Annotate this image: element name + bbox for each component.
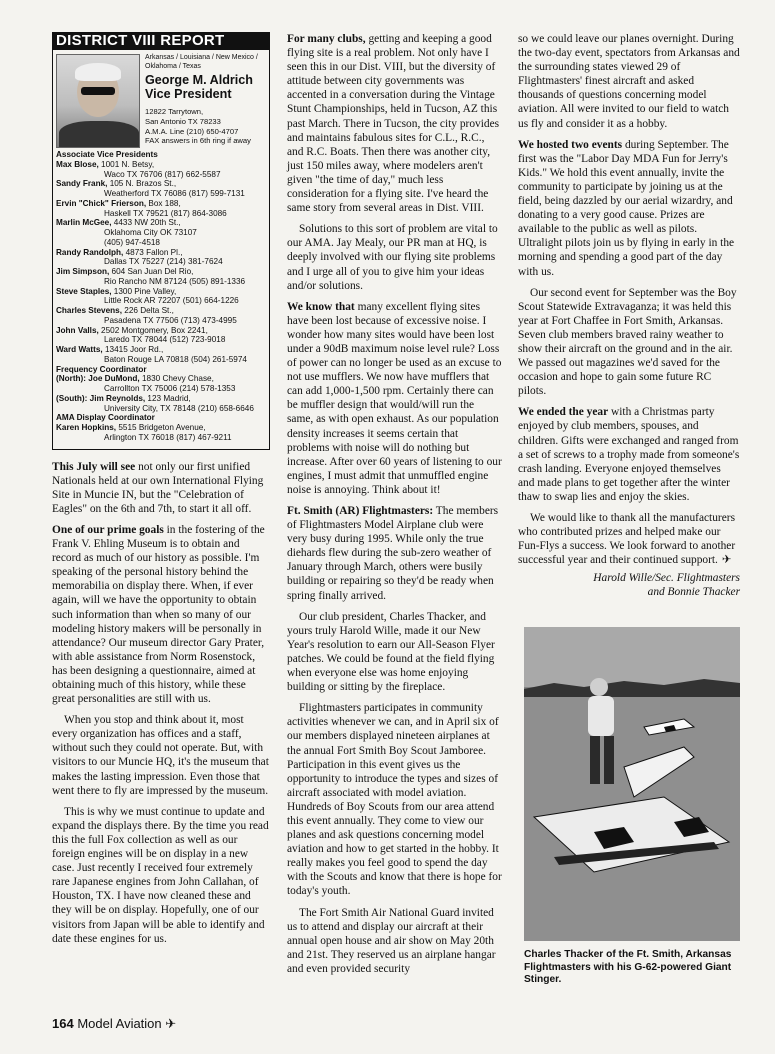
paragraph-text: When you stop and think about it, most every organization has offices and a staff, without such they could not operate. But, with visitors to our Muncie HQ, it's the museum that makes the lasting impression. Even those that went there to fly are impressed by the museum.: [52, 714, 269, 797]
airplane-icon: ✈: [721, 554, 732, 567]
roster-line: Weatherford TX 76086 (817) 599-7131: [104, 189, 245, 199]
vice-president-photo: [56, 54, 140, 148]
roster-line: [56, 306, 266, 316]
photo-caption: Charles Thacker of the Ft. Smith, Arkansas Flightmasters with his G-62-powered Giant Stinger.: [524, 949, 732, 985]
roster-name: Ward Watts,: [56, 345, 103, 355]
roster-line: Waco TX 76706 (817) 662-5587: [104, 169, 221, 179]
roster-name: Charles Stevens,: [56, 306, 122, 316]
roster-line: [56, 199, 266, 209]
roster-line: University City, TX 78148 (210) 658-6646: [104, 403, 254, 413]
roster-address: 4873 Fallon Pl.,: [123, 247, 183, 257]
paragraph-text: Our club president, Charles Thacker, and yours truly Harold Wille, made it our New Year's resolution to earn our All-Season Flyer patches. We could be found at the field flying when everyone else was home enjoying building or sitting by the fireplace.: [287, 610, 495, 694]
paragraph-text: Our second event for September was the Boy Scout Statewide Extravaganza; it was held this year at Fort Chaffee in Fort Smith, Arkansas. Seven club members braved rainy weather to show their aircraft on the ground and in the air. We passed out magazines we'd saved for the occasion and hope to gain some future RC pilots.: [518, 286, 737, 398]
article-paragraph: [287, 701, 503, 898]
article-paragraph: [52, 713, 270, 798]
article-paragraph: [287, 32, 503, 215]
article-paragraph: [287, 222, 503, 292]
paragraph-lead-in: We ended the year: [518, 406, 609, 419]
roster-address: 105 N. Brazos St.,: [107, 179, 177, 189]
roster-line: [56, 423, 266, 433]
paragraph-text: so we could leave our planes overnight. During the two-day event, spectators from Arkansas and the surrounding states viewed 29 of Flightmasters' finest aircraft and asked thousands of questions concerning model aviation. All were invited to our field to watch us fly and consider it as a hobby.: [518, 33, 740, 130]
column-2-body: [287, 32, 503, 976]
paragraph-text: Flightmasters participates in community activities whenever we can, and in April six of our members displayed nineteen airplanes at the annual Fort Smith Boy Scout Jamboree. Participation in this event gives us the opportunity to introduce the types and sizes of aircraft associated with model aviation. Hundreds of Boy Scouts from our area attend this event annually. They come to view our planes and ask questions concerning model aviation and how to get started in the hobby. It really makes you feel good to spend the day with the Scouts and know that there is hope for today's youth.: [287, 702, 502, 898]
roster-address: 5515 Bridgeton Avenue,: [116, 423, 206, 433]
roster-line: Haskell TX 79521 (817) 864-3086: [104, 208, 227, 218]
roster-name: Marlin McGee,: [56, 218, 112, 228]
vice-president-info: [140, 54, 266, 148]
paragraph-lead-in: This July will see: [52, 460, 136, 473]
page-number: 164: [52, 1016, 74, 1031]
paragraph-lead-in: For many clubs,: [287, 33, 366, 45]
roster-name: Steve Staples,: [56, 286, 112, 296]
roster-line: Oklahoma City OK 73107: [104, 228, 197, 238]
roster-name: Associate Vice Presidents: [56, 150, 158, 160]
roster-name: (South): Jim Reynolds,: [56, 393, 146, 403]
magazine-title: Model Aviation: [77, 1016, 162, 1031]
roster-line: Laredo TX 78044 (512) 723-9018: [104, 335, 226, 345]
article-paragraph: [518, 511, 740, 567]
vp-address-line: 12822 Tarrytown,: [145, 106, 204, 116]
roster-line: [56, 287, 266, 297]
roster-name: AMA Display Coordinator: [56, 413, 155, 423]
article-paragraph: [287, 504, 503, 603]
district-info-box: [52, 50, 270, 450]
signature: [518, 571, 740, 599]
airplane-photo: [524, 627, 740, 941]
roster-line: Rio Rancho NM 87124 (505) 891-1336: [104, 276, 246, 286]
roster-line: [56, 374, 266, 384]
roster-address: 2502 Montgomery, Box 2241,: [98, 325, 208, 335]
roster-line: Carrollton TX 75006 (214) 578-1353: [104, 384, 236, 394]
roster-address: Box 188,: [146, 198, 181, 208]
roster-line: (405) 947-4518: [104, 237, 160, 247]
roster-address: 226 Delta St.,: [122, 306, 174, 316]
roster-line: [56, 267, 266, 277]
roster-address: 123 Madrid,: [145, 393, 191, 403]
roster-name: (North): Joe DuMond,: [56, 374, 140, 384]
vice-president-title: Vice President: [145, 86, 232, 101]
article-paragraph: [287, 906, 503, 976]
vice-president-name: George M. Aldrich: [145, 72, 253, 87]
column-1-body: [52, 460, 270, 946]
roster-name: Randy Randolph,: [56, 247, 124, 257]
vp-address-line: San Antonio TX 78233: [145, 116, 221, 126]
article-paragraph: [287, 610, 503, 695]
paragraph-text: The Fort Smith Air National Guard invited us to attend and display our aircraft at their annual open house and air show on May 20th and 21st. They reserved us an airplane hangar and even provided security: [287, 906, 496, 975]
vp-fax-line: FAX answers in 6th ring if away: [145, 136, 251, 146]
article-paragraph: [518, 405, 740, 504]
paragraph-lead-in: We hosted two events: [518, 138, 623, 151]
article-paragraph: [518, 32, 740, 131]
roster-address: 1830 Chevy Chase,: [139, 374, 214, 384]
roster-line: [56, 248, 266, 258]
roster-address: 4433 NW 20th St.,: [111, 218, 181, 228]
roster-address: 13415 Joor Rd.,: [102, 345, 164, 355]
column-2: [287, 32, 503, 983]
roster-line: Pasadena TX 77506 (713) 473-4995: [104, 315, 237, 325]
airplane-photo-illustration: [524, 627, 740, 941]
roster-list: [56, 150, 266, 443]
roster-address: 1300 Pine Valley,: [111, 286, 177, 296]
paragraph-text: This is why we must continue to update and expand the displays there. By the time you read this the full Fox collection as well as our foreign engines will be on display in a new case. Just recently I received four extremely rare Japanese engines from John Callahan, of Houston, TX. I have now cleaned these and they will be on display. Hopefully, one of our visitors from Japan will be able to identify and date these engines for us.: [52, 805, 269, 945]
roster-line: [56, 150, 266, 160]
roster-name: Ervin "Chick" Frierson,: [56, 198, 147, 208]
article-paragraph: [518, 286, 740, 399]
page-footer: [52, 1016, 176, 1032]
signature-line: and Bonnie Thacker: [647, 586, 740, 599]
paragraph-text: with a Christmas party enjoyed by club members, spouses, and children. Gifts were exchanged and ranged from a set of screws to a trophy made from someone's crash landing. Everyone enjoyed themselves and made plans to get together after the winter thaw to swap lies and enjoy the skies.: [518, 406, 740, 503]
vp-phone-line: A.M.A. Line (210) 650-4707: [145, 126, 239, 136]
paragraph-text: many excellent flying sites have been lost because of excessive noise. I wonder how many sites would have been lost under a 90dB maximum noise level rule? Loss of power can no longer be used as an excuse to not use mufflers. We now have mufflers that can add 1,000-1,500 rpm. Certainly there can be muffler design that would/will run the same, as with open exhaust. As our population density increases it seems certain that problems with noise will do nothing but increase. After over 60 years of listening to our engines, I must admit that unmuffled engine noise is annoying. Think about it!: [287, 300, 502, 496]
article-paragraph: [52, 805, 270, 946]
district-states: Arkansas / Louisiana / New Mexico / Oklahoma / Texas: [145, 54, 258, 70]
roster-line: [56, 394, 266, 404]
roster-name: John Valls,: [56, 325, 99, 335]
column-1: [52, 32, 270, 953]
roster-line: [56, 218, 266, 228]
paragraph-text: in the fostering of the Frank V. Ehling Museum is to obtain and record as much of our history as possible. I'm speaking of the personal history behind the memorabilia on display there. When, if ever again, will we have the opportunity to obtain such information than when so many of our modeling history makers will be personally in attendance? Our museum director Gary Prater, with able assistance from Norm Rosenstock, has been designing a questionnaire, aimed at obtaining much of this history, while these great personalities are still with us.: [52, 523, 265, 706]
paragraph-text: getting and keeping a good flying site is a real problem. Not only have I seen this in our Dist. VIII, but the diversity of attitude between city governments was accented in a conversation during the Vintage Stunt Championships, held in Tucson, AZ this past March. There in Tucson, the city provides and maintains fabulous sites for C.L., R.C., and R.C. Boats. Then there was another city, just 150 miles away, where modelers aren't given "the time of day," much less consideration for a flying site. I've heard the same story from several areas in Dist. VIII.: [287, 33, 500, 215]
roster-line: Baton Rouge LA 70818 (504) 261-5974: [104, 354, 247, 364]
roster-name: Max Blose,: [56, 159, 99, 169]
roster-name: Sandy Frank,: [56, 179, 108, 189]
roster-name: Frequency Coordinator: [56, 364, 147, 374]
paragraph-text: during September. The first was the "Labor Day MDA Fun for Jerry's Kids." We hold this event annually, invite the community to participate by joining us at the field, being dazzled by our aerial wizardry, and donating to a very good cause. Prizes are available to the public as well as pilots. Ultralight pilots join us by flying in early in the morning and spending a good part of the day with us.: [518, 138, 735, 278]
paragraph-lead-in: One of our prime goals: [52, 523, 164, 536]
roster-address: 1001 N. Betsy,: [98, 159, 155, 169]
roster-line: Arlington TX 76018 (817) 467-9211: [104, 432, 232, 442]
column-3: [518, 32, 740, 986]
roster-line: [56, 345, 266, 355]
roster-line: [56, 365, 266, 375]
signature-line: Harold Wille/Sec. Flightmasters: [593, 572, 740, 585]
article-paragraph: [52, 523, 270, 706]
paragraph-text: We would like to thank all the manufacturers who contributed prizes and helped make our Fun-Flys a success. We look forward to another successful year and their continued support.: [518, 512, 736, 567]
paragraph-lead-in: Ft. Smith (AR) Flightmasters:: [287, 505, 434, 517]
airplane-icon: ✈: [165, 1016, 177, 1031]
roster-line: Little Rock AR 72207 (501) 664-1226: [104, 296, 239, 306]
vice-president-block: [56, 54, 266, 148]
district-report-header: DISTRICT VIII REPORT: [52, 32, 270, 50]
column-3-body: [518, 32, 740, 567]
roster-line: [56, 160, 266, 170]
paragraph-text: Solutions to this sort of problem are vital to our AMA. Jay Mealy, our PR man at HQ, is deeply involved with our flying site problems and I urge all of you to give him your ideas and/or solutions.: [287, 223, 498, 292]
paragraph-text: The members of Flightmasters Model Airplane club were very busy during 1995. While only the true diehards flew during the sub-zero weather of January through March, others were busily building or repairing so they'd be ready when spring finally arrived.: [287, 505, 499, 602]
article-paragraph: [518, 138, 740, 279]
roster-line: Dallas TX 75227 (214) 381-7624: [104, 257, 223, 267]
article-paragraph: [52, 460, 270, 516]
roster-address: 604 San Juan Del Rio,: [109, 267, 194, 277]
roster-line: [56, 179, 266, 189]
paragraph-text: not only our first unified Nationals held at our own International Flying Site in Muncie IN, but the "Celebration of Eagles" on the 6th and 7th, to start it all off.: [52, 460, 264, 515]
article-paragraph: [287, 300, 503, 497]
roster-line: [56, 326, 266, 336]
roster-name: Karen Hopkins,: [56, 423, 117, 433]
paragraph-lead-in: We know that: [287, 300, 355, 313]
roster-name: Jim Simpson,: [56, 267, 110, 277]
roster-line: [56, 413, 266, 423]
